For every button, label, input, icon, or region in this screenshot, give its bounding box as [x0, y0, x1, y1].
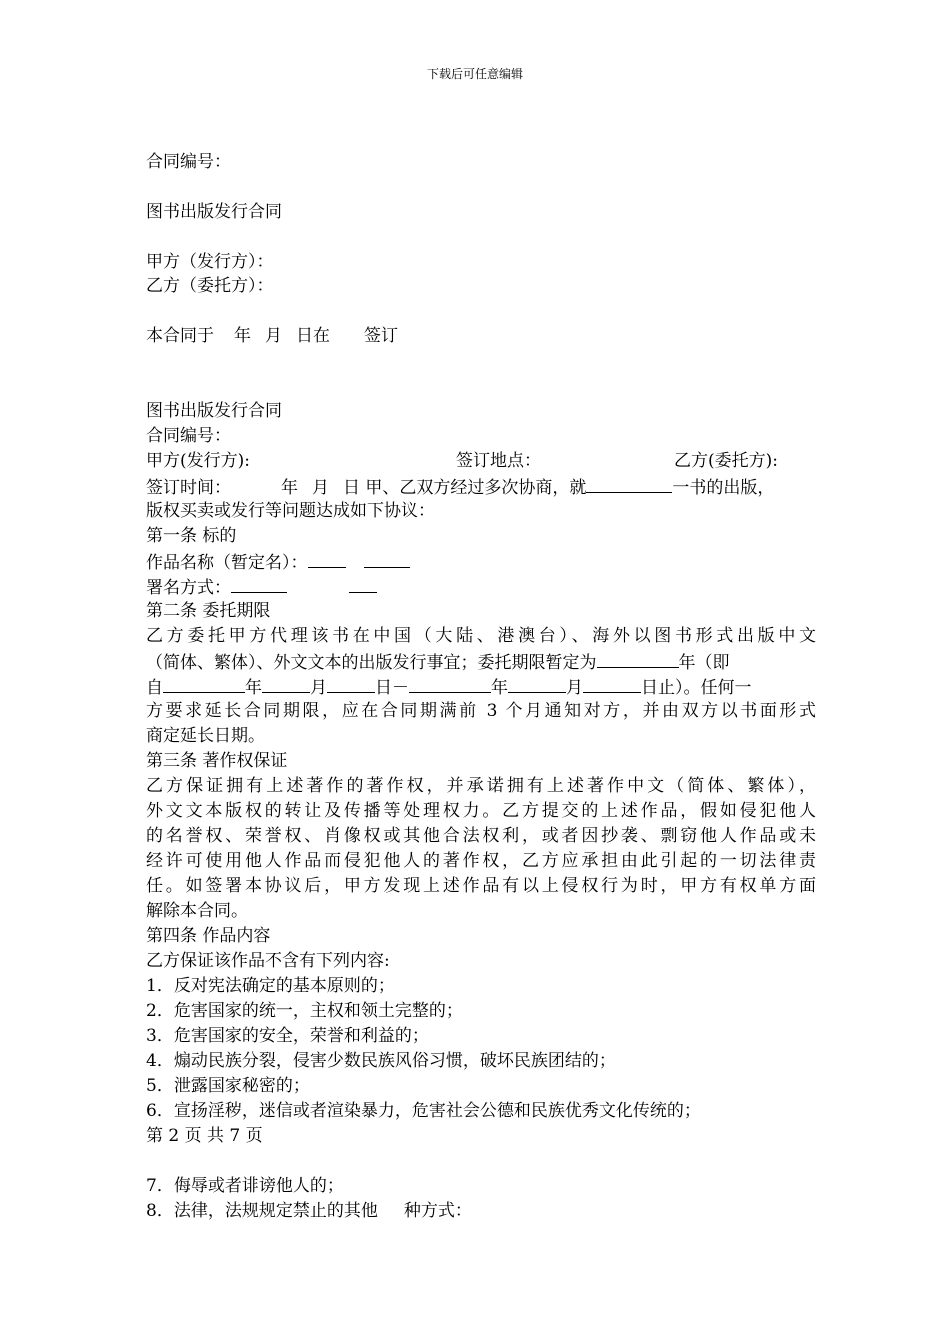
to-month-blank — [508, 674, 566, 693]
article-2-line-5: 商定延长日期。 — [146, 726, 265, 746]
term-years-blank — [597, 649, 679, 668]
list-item: 6．宣扬淫秽，迷信或者渲染暴力，危害社会公德和民族优秀文化传统的； — [146, 1101, 701, 1121]
to-day-blank — [583, 674, 641, 693]
article-3-line-4: 经许可使用他人作品而侵犯他人的著作权，乙方应承担由此引起的一切法律责 — [146, 851, 816, 871]
byline-line — [146, 574, 377, 600]
art2-l2-text: （简体、繁体）、外文文本的出版发行事宜；委托期限暂定为 — [146, 653, 597, 673]
list-item: 4．煽动民族分裂，侵害少数民族风俗习惯，破坏民族团结的； — [146, 1051, 616, 1071]
parties-line — [146, 449, 816, 473]
to-year-label: 年 — [491, 678, 508, 698]
article-2-line-1: 乙方委托甲方代理该书在中国（大陆、港澳台）、海外以图书形式出版中文 — [146, 626, 816, 646]
page-marker: 第 2 页 共 7 页 — [146, 1126, 263, 1146]
body-title: 图书出版发行合同 — [146, 401, 282, 421]
article-4-intro: 乙方保证该作品不含有下列内容: — [146, 951, 390, 971]
cover-party-a: 甲方（发行方）： — [146, 252, 274, 272]
from-day-label: 日－ — [375, 678, 409, 698]
art2-l2-end: 年（即 — [678, 653, 730, 673]
article-3-line-3: 的名誉权、荣誉权、肖像权或其他合法权利，或者因抄袭、剽窃他人作品或未 — [146, 826, 816, 846]
from-year-blank — [163, 674, 245, 693]
from-label: 自 — [146, 678, 163, 698]
time-day-text: 日 甲、乙双方经过多次协商，就 — [343, 478, 587, 498]
article-3-title: 第三条 著作权保证 — [146, 751, 288, 771]
signed-suffix: 签订 — [364, 326, 398, 346]
article-3-line-5: 任。如签署本协议后，甲方发现上述作品有以上侵权行为时，甲方有权单方面 — [146, 876, 816, 896]
time-year: 年 — [281, 478, 298, 498]
byline-blank-2 — [349, 574, 377, 593]
page-header: 下载后可任意编辑 — [426, 67, 523, 81]
time-month: 月 — [312, 478, 329, 498]
sign-time-label: 签订时间： — [146, 478, 231, 498]
article-2-line-2 — [146, 649, 730, 675]
from-month-label: 月 — [310, 678, 327, 698]
signed-prefix: 本合同于 — [146, 326, 214, 346]
party-b-label: 乙方(委托方): — [674, 451, 778, 471]
list-item: 2．危害国家的统一，主权和领土完整的； — [146, 1001, 463, 1021]
item-8-end: 种方式： — [403, 1201, 472, 1221]
sign-place-label: 签订地点： — [456, 451, 541, 471]
article-4-title: 第四条 作品内容 — [146, 926, 271, 946]
work-name-blank-1 — [308, 549, 346, 568]
list-item: 1．反对宪法确定的基本原则的； — [146, 976, 395, 996]
body-contract-no: 合同编号： — [146, 426, 231, 446]
cover-party-b: 乙方（委托方）： — [146, 276, 274, 296]
time-suffix: 一书的出版， — [672, 478, 775, 498]
signed-month: 月 — [265, 326, 282, 346]
byline-label: 署名方式： — [146, 578, 231, 598]
cover-contract-no: 合同编号： — [146, 152, 231, 172]
article-2-line-3 — [146, 674, 752, 700]
list-item: 3．危害国家的安全，荣誉和利益的； — [146, 1026, 429, 1046]
cover-title: 图书出版发行合同 — [146, 202, 282, 222]
article-3-line-1: 乙方保证拥有上述著作的著作权，并承诺拥有上述著作中文（简体、繁体）， — [146, 776, 816, 796]
article-2-title: 第二条 委托期限 — [146, 601, 271, 621]
to-day-label: 日止）。任何一 — [641, 678, 752, 698]
to-month-label: 月 — [566, 678, 583, 698]
list-item — [146, 1199, 472, 1223]
cover-signed-line — [146, 324, 398, 348]
list-item: 5．泄露国家秘密的； — [146, 1076, 310, 1096]
from-month-blank — [262, 674, 310, 693]
article-1-title: 第一条 标的 — [146, 526, 237, 546]
article-2-line-4: 方要求延长合同期限，应在合同期满前 3 个月通知对方，并由双方以书面形式 — [146, 701, 816, 721]
to-year-blank — [409, 674, 491, 693]
party-a-label: 甲方(发行方): — [146, 451, 250, 471]
work-name-blank-2 — [364, 549, 410, 568]
from-day-blank — [327, 674, 375, 693]
list-item: 7．侮辱或者诽谤他人的； — [146, 1176, 344, 1196]
from-year-label: 年 — [245, 678, 262, 698]
item-8-text: 8．法律，法规规定禁止的其他 — [146, 1201, 378, 1221]
intro-cont: 版权买卖或发行等问题达成如下协议： — [146, 501, 435, 521]
article-3-line-2: 外文文本版权的转让及传播等处理权力。乙方提交的上述作品，假如侵犯他人 — [146, 801, 816, 821]
signed-day-place: 日在 — [296, 326, 330, 346]
sign-time-line — [146, 474, 774, 500]
book-title-blank — [586, 474, 672, 493]
work-name-line — [146, 549, 410, 575]
work-name-label: 作品名称（暂定名）： — [146, 553, 308, 573]
article-3-line-6: 解除本合同。 — [146, 901, 248, 921]
signed-year: 年 — [234, 326, 251, 346]
byline-blank-1 — [231, 574, 287, 593]
